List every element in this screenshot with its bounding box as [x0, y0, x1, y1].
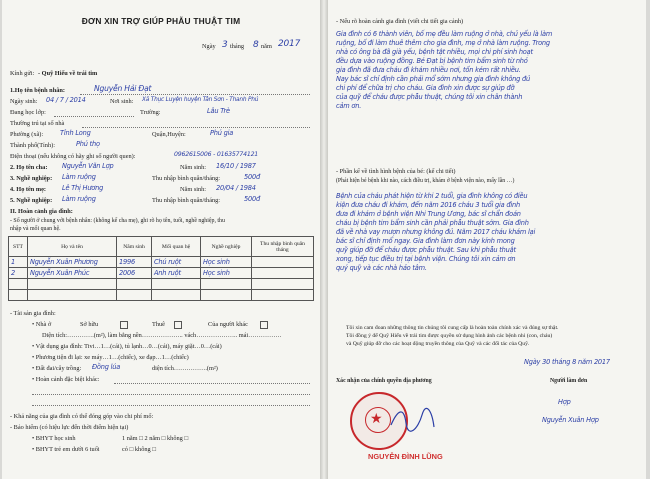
col-income: Thu nhập bình quân tháng [252, 237, 314, 257]
medical-text [336, 192, 636, 272]
mother-label: 4. Họ tên mẹ: [10, 186, 47, 193]
date-day: 3 [222, 40, 228, 50]
page-fold [320, 0, 328, 479]
col-job: Nghề nghiệp [201, 237, 252, 257]
address-label: Thường trú tại số nhà [10, 120, 65, 127]
reason-line: Gia đình có 6 thành viên, bố mẹ đều làm ruộng ở nhà, chủ yếu là làm [336, 30, 553, 38]
other-owner-label: Của người khác [208, 321, 248, 328]
sign-date: Ngày 30 tháng 8 năm 2017 [524, 358, 610, 366]
city-value: Phú thọ [76, 140, 100, 148]
school-label: Trường: [140, 109, 161, 116]
official-signature-icon [388, 405, 438, 433]
income-value: 500đ [244, 173, 260, 181]
verifier-label: Xác nhận của chính quyền địa phương [336, 378, 432, 384]
ability-label: - Khả năng của gia đình có thể đóng góp vào chi phí mổ: [10, 413, 154, 420]
income2-label: Thu nhập bình quân/tháng: [152, 197, 221, 204]
cell-stt: 2 [9, 268, 28, 279]
medical-line: xong, tiếp tục điều trị tại bệnh viện. Chúng tôi xin cảm ơn [336, 255, 516, 263]
district-value: Phú gia [210, 129, 234, 137]
land-value: Đồng lúa [92, 363, 121, 371]
cell-income [252, 257, 314, 268]
commitment-1: Tôi xin cam đoan những thông tin chúng tôi cung cấp là hoàn toàn chính xác và đúng sự thật. [346, 325, 559, 331]
land-area: diện tích…………….(m²) [152, 365, 218, 372]
medical-label: - Phần kể về tình hình bệnh của bé: (kể chi tiết) [336, 168, 456, 175]
commitment-3: và Quỹ giúp đỡ cho các hoạt động truyền thông của Quỹ và các đối tác của Quỹ. [346, 341, 530, 347]
father-year-label: Năm sinh: [180, 164, 207, 171]
date-prefix: Ngày [202, 43, 216, 50]
income2-value: 500đ [244, 195, 260, 203]
area-line: Diện tích:………….(m²), làm bằng nền……………….. vách……………….. mái……………. [42, 332, 282, 339]
applicant-name: Nguyễn Xuân Hợp [542, 416, 599, 424]
dob-value: 04 / 7 / 2014 [46, 96, 86, 104]
cell-income [252, 268, 314, 279]
ward-value: Tỉnh Long [60, 129, 91, 137]
district-label: Quận,Huyện: [152, 131, 186, 138]
father-value: Nguyễn Văn Lợp [62, 162, 114, 170]
family-note: - Số người ở chung với bệnh nhân: (không kể cha mẹ), ghi rõ họ tên, tuổi, nghề nghiệp, thu [10, 218, 225, 224]
mother-value: Lê Thị Hương [62, 184, 104, 192]
cell-year: 1996 [117, 257, 152, 268]
job-value: Làm ruộng [62, 173, 96, 181]
bhyt-student-label: • BHYT học sinh [32, 435, 76, 442]
family-table [8, 236, 314, 301]
income-label: Thu nhập bình quân/tháng: [152, 175, 221, 182]
cell-name: Nguyễn Xuân Phương [28, 257, 117, 268]
family-note-2: nhập và mối quan hệ. [10, 226, 61, 232]
land-label: • Đất đai/cây trồng: [32, 365, 82, 372]
special-line-3 [32, 405, 310, 406]
mother-year: 20/04 / 1984 [216, 184, 256, 192]
cell-job: Học sinh [201, 257, 252, 268]
applicant-label: Người làm đơn [550, 378, 588, 384]
rent-checkbox[interactable] [174, 321, 182, 329]
cell-name: Nguyễn Xuân Phúc [28, 268, 117, 279]
bhyt-child-label: • BHYT trẻ em dưới 6 tuổi [32, 446, 100, 453]
table-row [9, 257, 314, 268]
cell-relation: Chú ruột [152, 257, 201, 268]
medical-line: quý quỹ và các nhà hảo tâm. [336, 264, 427, 272]
dob-label: Ngày sinh: [10, 98, 38, 105]
form-title: ĐƠN XIN TRỢ GIÚP PHẪU THUẬT TIM [81, 16, 241, 26]
date-year-label: năm [261, 43, 272, 50]
commitment-2: Tôi đồng ý để Quỹ Hiếu về trái tim được quyền sử dụng hình ảnh các bệnh nhi (con, cháu) [346, 333, 553, 339]
form-page-right [328, 0, 646, 479]
grade-label: Đang học lớp: [10, 109, 46, 116]
date-month-label: tháng [230, 43, 244, 50]
form-page-left [2, 0, 320, 479]
reason-line: ruộng, bố đi làm thuê thêm cho gia đình, mẹ ở nhà làm ruộng. Trong [336, 39, 550, 47]
job2-value: Làm ruộng [62, 195, 96, 203]
table-header-row [9, 237, 314, 257]
reason-line: cảm ơn. [336, 102, 362, 110]
table-row [9, 268, 314, 279]
job2-label: 5. Nghề nghiệp: [10, 197, 53, 204]
col-stt: STT [9, 237, 28, 257]
rent-label: Thuê [152, 321, 165, 328]
father-year: 16/10 / 1987 [216, 162, 256, 170]
table-row [9, 279, 314, 290]
name-line [80, 94, 310, 95]
job-label: 3. Nghề nghiệp: [10, 175, 53, 182]
official-name: NGUYỄN ĐÌNH LŨNG [368, 452, 443, 461]
reason-line: nhà có ông bà đã già yếu, bệnh tật nhiều, mọi chi phí sinh hoạt [336, 48, 533, 56]
mother-year-label: Năm sinh: [180, 186, 207, 193]
vehicle-line: • Phương tiện đi lại: xe máy…1…(chiếc), xe đạp…1…(chiếc) [32, 354, 189, 361]
medical-line: quỹ giúp đỡ để cháu được phẫu thuật. Sau khi phẫu thuật [336, 246, 516, 254]
medical-sub: (Phát hiện bé bệnh khi nào, cách điều trị, khám ở bệnh viện nào, mấy lần …) [336, 178, 515, 184]
reason-line: gia đình đã đưa cháu đi khám nhiều nơi, tốn kém rất nhiều. [336, 66, 521, 74]
family-section: II. Hoàn cảnh gia đình: [10, 208, 73, 215]
patient-section: 1.Họ tên bệnh nhân: [10, 87, 65, 94]
ward-label: Phường (xã): [10, 131, 44, 138]
cell-stt: 1 [9, 257, 28, 268]
address-line [82, 127, 310, 128]
date-month: 8 [253, 40, 259, 50]
to-label: Kính gửi: [10, 70, 35, 77]
father-label: 2. Họ tên cha: [10, 164, 48, 171]
reason-text [336, 30, 636, 110]
items-line: • Vật dụng gia đình: Tivi…1…(cái), tủ lạnh…0…(cái), máy giặt…0…(cái) [32, 343, 222, 350]
assets-section: - Tài sản gia đình: [10, 310, 56, 317]
patient-name: Nguyễn Hải Đạt [94, 84, 152, 93]
cell-job: Học sinh [201, 268, 252, 279]
reason-line: chi phí để chữa trị cho cháu. Gia đình xin được sự giúp đỡ [336, 84, 515, 92]
grade-line [54, 116, 134, 117]
medical-line: đưa đi khám ở bệnh viện Nhi Trung Ương, bác sĩ chẩn đoán [336, 210, 521, 218]
special-label: • Hoàn cảnh đặc biệt khác: [32, 376, 100, 383]
bhyt-student-options: 1 năm □ 2 năm □ không □ [122, 435, 189, 442]
medical-line: Bệnh của cháu phát hiện từ khi 2 tuổi, gia đình không có điều [336, 192, 528, 200]
house-label: • Nhà ở [32, 321, 52, 328]
own-label: Sở hữu [80, 321, 99, 328]
insurance-label: - Bảo hiểm (có hiệu lực đến thời điểm hiện tại) [10, 424, 129, 431]
cell-year: 2006 [117, 268, 152, 279]
reason-line: của quỹ để cháu được phẫu thuật, chúng tôi xin chân thành [336, 93, 523, 101]
medical-line: kiện đưa cháu đi khám, đến năm 2016 cháu 3 tuổi gia đình [336, 201, 520, 209]
medical-line: cháu bị bệnh tim bẩm sinh cần phải phẫu thuật sớm. Gia đình [336, 219, 529, 227]
medical-line: bác sĩ chỉ định mổ ngay. Gia đình làm đơn này kính mong [336, 237, 515, 245]
date-year: 2017 [278, 39, 301, 49]
applicant-signature: Hợp [558, 398, 571, 406]
school-value: Lâu Trè [207, 107, 230, 115]
reason-line: đều dựa vào ruộng đồng. Bé Đạt bị bệnh tim bẩm sinh từ nhỏ [336, 57, 528, 65]
official-seal-icon: ★ [350, 392, 408, 450]
col-name: Họ và tên [28, 237, 117, 257]
city-label: Thành phố(Tỉnh): [10, 142, 55, 149]
special-line-2 [32, 394, 310, 395]
to-value: - Quỹ Hiếu về trái tim [38, 70, 98, 77]
reason-label: - Nếu rõ hoàn cảnh gia đình (viết chi tiết gia cảnh) [336, 18, 464, 25]
place-value: Xã Thục Luyện huyện Tân Sơn - Thanh Phú [142, 97, 259, 103]
cell-relation: Anh ruột [152, 268, 201, 279]
bhyt-child-options: có □ không □ [122, 446, 157, 453]
special-line [114, 383, 310, 384]
other-owner-checkbox[interactable] [260, 321, 268, 329]
col-year: Năm sinh [117, 237, 152, 257]
phone-value: 0962615006 - 01635774121 [174, 151, 259, 158]
own-checkbox[interactable] [120, 321, 128, 329]
phone-label: Điện thoại (nếu không có hãy ghi số người quen): [10, 153, 136, 160]
table-row [9, 290, 314, 301]
place-label: Nơi sinh: [110, 98, 134, 105]
col-relation: Mối quan hệ [152, 237, 201, 257]
reason-line: Nay bác sĩ chỉ định cần phải mổ sớm nhưng gia đình không đủ [336, 75, 530, 83]
medical-line: đã về nhà vay mượn nhưng không đủ. Năm 2017 cháu khám lại [336, 228, 536, 236]
